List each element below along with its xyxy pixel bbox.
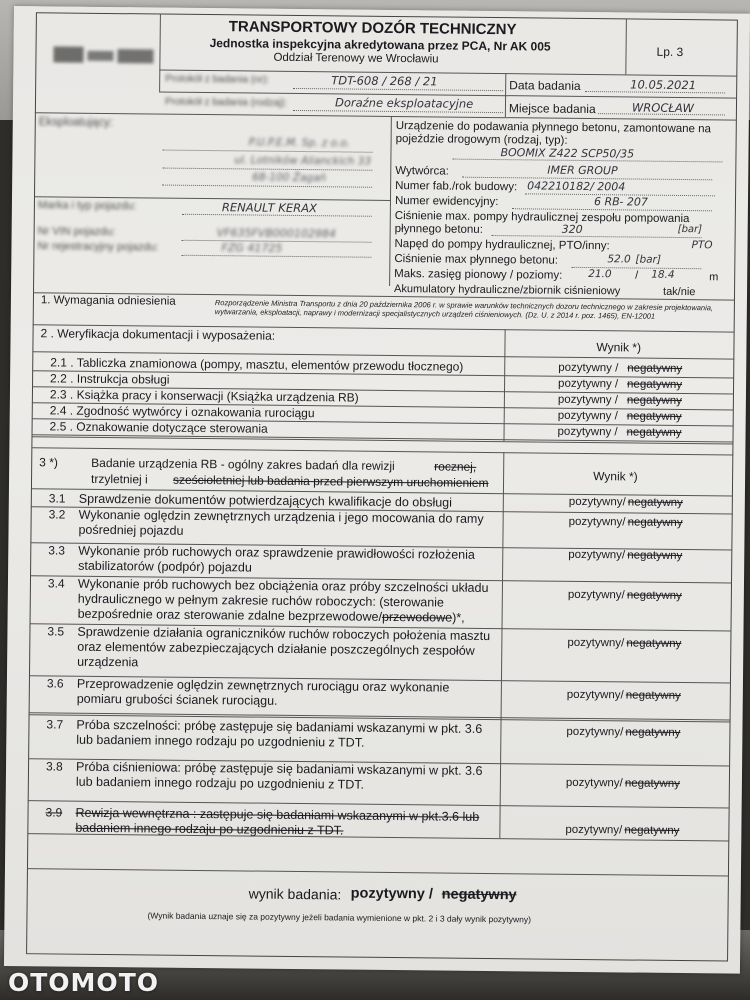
- section3-row-result-positive: pozytywny/: [567, 636, 625, 650]
- section2-row-result-positive: pozytywny /: [557, 425, 618, 439]
- accumulator-label: Akumulatory hydrauliczne/zbiornik ciśnieniowy: [393, 282, 621, 298]
- section3-row-result-positive: pozytywny/: [568, 515, 626, 529]
- section2-row-result-positive: pozytywny /: [557, 393, 619, 407]
- section3-row-text-main: Sprawdzenie działania ograniczników ruchów roboczych położenia masztu oraz elementów zabezpieczających działanie poszczególnych zespołów urządzenia: [77, 624, 491, 670]
- reach-horizontal: 18.4: [651, 268, 675, 281]
- section3-row-result-positive: pozytywny/: [565, 776, 623, 790]
- section3-row-number: 3.3: [48, 543, 66, 558]
- section2-row-result-negative: negatywny: [626, 426, 682, 440]
- section2-row-result-negative: negatywny: [626, 410, 682, 424]
- section3-row-result-negative: negatywny: [625, 689, 681, 703]
- section3-row-result-negative: negatywny: [625, 726, 681, 740]
- section3-row-text-main: Próba ciśnieniowa: próbę zastępuje się badaniami wskazanymi w pkt. 3.6 lub badaniem innego rodzaju po uzgodnieniu z TDT.: [75, 759, 483, 792]
- reach-label: Maks. zasięg pionowy / poziomy:: [394, 267, 563, 282]
- branch-name: Oddział Terenowy we Wrocławiu: [273, 51, 439, 66]
- date-value: 10.05.2021: [630, 77, 697, 93]
- serial-label: Numer fab./rok budowy:: [395, 180, 518, 194]
- pump-pressure-unit: [bar]: [677, 223, 703, 236]
- section2-row-label: 2.2 . Instrukcja obsługi: [50, 371, 170, 387]
- section3-row-text-strike: przewodowe: [381, 609, 453, 625]
- section3-row-result-negative: negatywny: [624, 777, 680, 791]
- section3-row-number: 3.1: [48, 491, 66, 506]
- evidence-number-value: 6 RB- 207: [593, 195, 649, 209]
- section3-row-text: [78, 508, 498, 542]
- section3-row-result-negative: negatywny: [627, 516, 683, 530]
- document-title: TRANSPORTOWY DOZÓR TECHNICZNY: [228, 18, 517, 39]
- drive-label: Napęd do pompy hydraulicznej, PTO/inny:: [394, 237, 610, 253]
- section3-row-text-main: Wykonanie prób ruchowych oraz sprawdzenie prawidłowości rozłożenia stabilizatorów (podpór) pojazdu: [78, 543, 475, 575]
- tdt-logo: [49, 42, 159, 69]
- section3-title-strike-b: sześcioletniej lub badania przed pierwszym uruchomieniem: [172, 472, 489, 490]
- concrete-pressure-value: 52.0: [607, 253, 631, 266]
- section2-row-label: 2.1 . Tabliczka znamionowa (pompy, masztu, elementów przewodu tłocznego): [50, 355, 464, 374]
- section3-title-b: trzyletniej i: [90, 471, 148, 487]
- section2-result-header: Wynik *): [596, 340, 642, 355]
- registration-value: FZG 41725: [221, 241, 283, 255]
- section3-row-result-negative: negatywny: [626, 637, 682, 651]
- section2-row-label: 2.5 . Oznakowanie dotyczące sterowania: [49, 419, 268, 436]
- section3-row-result-negative: negatywny: [624, 824, 680, 838]
- result-negative: negatywny: [441, 886, 517, 904]
- concrete-pressure-unit: [bar]: [635, 253, 662, 266]
- section2-row-label: 2.4 . Zgodność wytwórcy i oznakowania rurociągu: [49, 403, 315, 421]
- device-type-value: BOOMIX Z422 SCP50/35: [500, 146, 635, 161]
- section3-row-result-positive: pozytywny/: [568, 548, 626, 562]
- operator-line2: ul. Lotników Alianckich 33: [234, 154, 372, 168]
- registration-label: Nr rejestracyjny pojazdu:: [37, 240, 159, 254]
- section2-row-result-negative: negatywny: [627, 362, 683, 376]
- section3-row-text-main: Wykonanie prób ruchowych bez obciążenia oraz próby szczelności układu hydraulicznego w pełnym zakresie ruchów roboczych: (sterowanie bezpośrednie oraz sterowanie zdalne bezprzewodowe/: [77, 576, 489, 624]
- section3-row-result-positive: pozytywny/: [568, 495, 626, 509]
- accumulator-value: tak/nie: [662, 285, 696, 299]
- place-label: Miejsce badania: [508, 101, 596, 117]
- operator-line3: 68-100 Żagań: [252, 171, 327, 185]
- section3-title-a: Badanie urządzenia RB - ogólny zakres badań dla rewizji: [91, 455, 395, 474]
- pump-pressure-label: Ciśnienie max. pompy hydraulicznej zespołu pompowania płynnego betonu:: [394, 209, 690, 236]
- date-label: Data badania: [509, 78, 581, 93]
- section2-row-result-positive: pozytywny /: [557, 409, 618, 423]
- page-number: Lp. 3: [656, 44, 684, 60]
- section2-title: 2 . Weryfikacja dokumentacji i wyposażenia:: [40, 326, 276, 343]
- maker-label: Wytwórca:: [395, 165, 449, 178]
- section3-result-header: Wynik *): [593, 469, 638, 484]
- section2-row-label: 2.3 . Książka pracy i konserwacji (Książka urządzenia RB): [49, 387, 359, 405]
- protocol-number-label: Protokół z badania (nr):: [165, 73, 270, 86]
- section3-title-strike-a: rocznej,: [434, 459, 477, 474]
- section3-row-text-main: Przeprowadzenie oględzin zewnętrznych rurociągu oraz wykonanie pomiaru grubości ścianek rurociągu.: [76, 676, 450, 708]
- section3-row-result-positive: pozytywny/: [565, 823, 623, 837]
- section2-row-result-negative: negatywny: [626, 394, 682, 408]
- section3-row-text: [78, 544, 498, 578]
- section3-row-text-tail: )*,: [452, 610, 465, 625]
- inspection-document: [4, 6, 750, 974]
- section3-row-result-negative: negatywny: [627, 549, 683, 563]
- section3-row-number: 3.6: [46, 676, 64, 691]
- protocol-type-value: Doraźne eksploatacyjne: [334, 95, 474, 111]
- document-subtitle: Jednostka inspekcyjna akredytowana przez PCA, Nr AK 005: [209, 36, 551, 54]
- section3-row-number: 3.4: [47, 576, 65, 591]
- section2-row-result-negative: negatywny: [627, 378, 683, 392]
- reach-unit: m: [709, 271, 719, 284]
- reach-separator: /: [635, 269, 639, 282]
- maker-value: IMER GROUP: [547, 163, 618, 178]
- section2-row-result-positive: pozytywny /: [558, 361, 619, 375]
- section3-row-text: [76, 760, 496, 794]
- requirements-label: 1. Wymagania odniesienia: [40, 294, 176, 308]
- operator-line1: P.U.P.E.M. Sp. z o.o.: [248, 136, 351, 150]
- concrete-pressure-label: Ciśnienie max płynnego betonu:: [394, 252, 559, 267]
- section3-row-text-main: Rewizja wewnętrzna : zastępuje się badaniami wskazanymi w pkt.3.6 lub badaniem innego rodzaju po uzgodnieniu z TDT.: [75, 805, 480, 838]
- result-positive: pozytywny /: [350, 885, 433, 903]
- evidence-number-label: Numer ewidencyjny:: [394, 195, 499, 209]
- section3-row-result-positive: pozytywny/: [566, 688, 624, 702]
- section3-number: 3 *): [39, 455, 58, 470]
- pump-pressure-value: 320: [561, 222, 583, 236]
- device-description: Urządzenie do podawania płynnego betonu, zamontowane na pojeździe drogowym (rodzaj, typ):: [395, 120, 712, 147]
- section3-row-text-main: Wykonanie oględzin zewnętrznych urządzenia i jego mocowania do ramy pośredniej pojazdu: [78, 507, 484, 538]
- protocol-number-value: TDT-608 / 268 / 21: [331, 73, 438, 89]
- section3-row-text: [77, 677, 497, 711]
- result-note: (Wynik badania uznaje się za pozytywny jeżeli badania wymienione w pkt. 2 i 3 dały wynik pozytywny): [147, 910, 532, 925]
- section3-row-text: [76, 718, 496, 752]
- section3-row-number: 3.7: [46, 717, 64, 732]
- section3-row-number: 3.2: [48, 507, 66, 522]
- otomoto-watermark: OTOMOTO: [8, 968, 159, 997]
- reach-vertical: 21.0: [588, 268, 612, 281]
- section3-row-text-main: Próba szczelności: próbę zastępuje się badaniami wskazanymi w pkt. 3.6 lub badaniem innego rodzaju po uzgodnieniu z TDT.: [76, 717, 483, 750]
- operator-label: Eksploatujący:: [38, 116, 113, 130]
- vin-value: VF635FVB000102984: [216, 226, 336, 241]
- section3-row-text: [78, 577, 498, 626]
- protocol-type-label: Protokół z badania (rodzaj):: [164, 96, 288, 109]
- section2-row-result-positive: pozytywny /: [558, 377, 619, 391]
- section3-row-text-main: Sprawdzenie dokumentów potwierdzających kwalifikacje do obsługi: [78, 491, 453, 510]
- make-value: RENAULT KERAX: [221, 200, 317, 216]
- make-label: Marka i typ pojazdu:: [37, 199, 137, 213]
- section3-row-result-negative: negatywny: [626, 589, 682, 603]
- vin-label: Nr VIN pojazdu:: [37, 225, 116, 239]
- place-value: WROCŁAW: [631, 100, 694, 116]
- drive-value: PTO: [691, 239, 713, 252]
- result-label: wynik badania:: [248, 885, 342, 903]
- requirements-text: Rozporządzenie Ministra Transportu z dnia 20 października 2006 r. w sprawie warunków technicznych dozoru technicznego w zakresie projektowania, wytwarzania, eksploatacji, naprawy i modernizacji specjalistycznych urządzeń ciśnieniowych. (Dz. U. z 2014 r. poz. 1465), EN-12001: [214, 298, 714, 321]
- section3-row-number: 3.9: [45, 805, 63, 820]
- section3-row-number: 3.5: [47, 624, 65, 639]
- section3-row-result-positive: pozytywny/: [567, 588, 625, 602]
- section3-row-result-positive: pozytywny/: [566, 725, 624, 739]
- section3-row-text: [77, 625, 497, 674]
- section3-row-number: 3.8: [45, 759, 63, 774]
- section3-row-result-negative: negatywny: [627, 496, 683, 510]
- serial-value: 042210182/ 2004: [527, 179, 626, 194]
